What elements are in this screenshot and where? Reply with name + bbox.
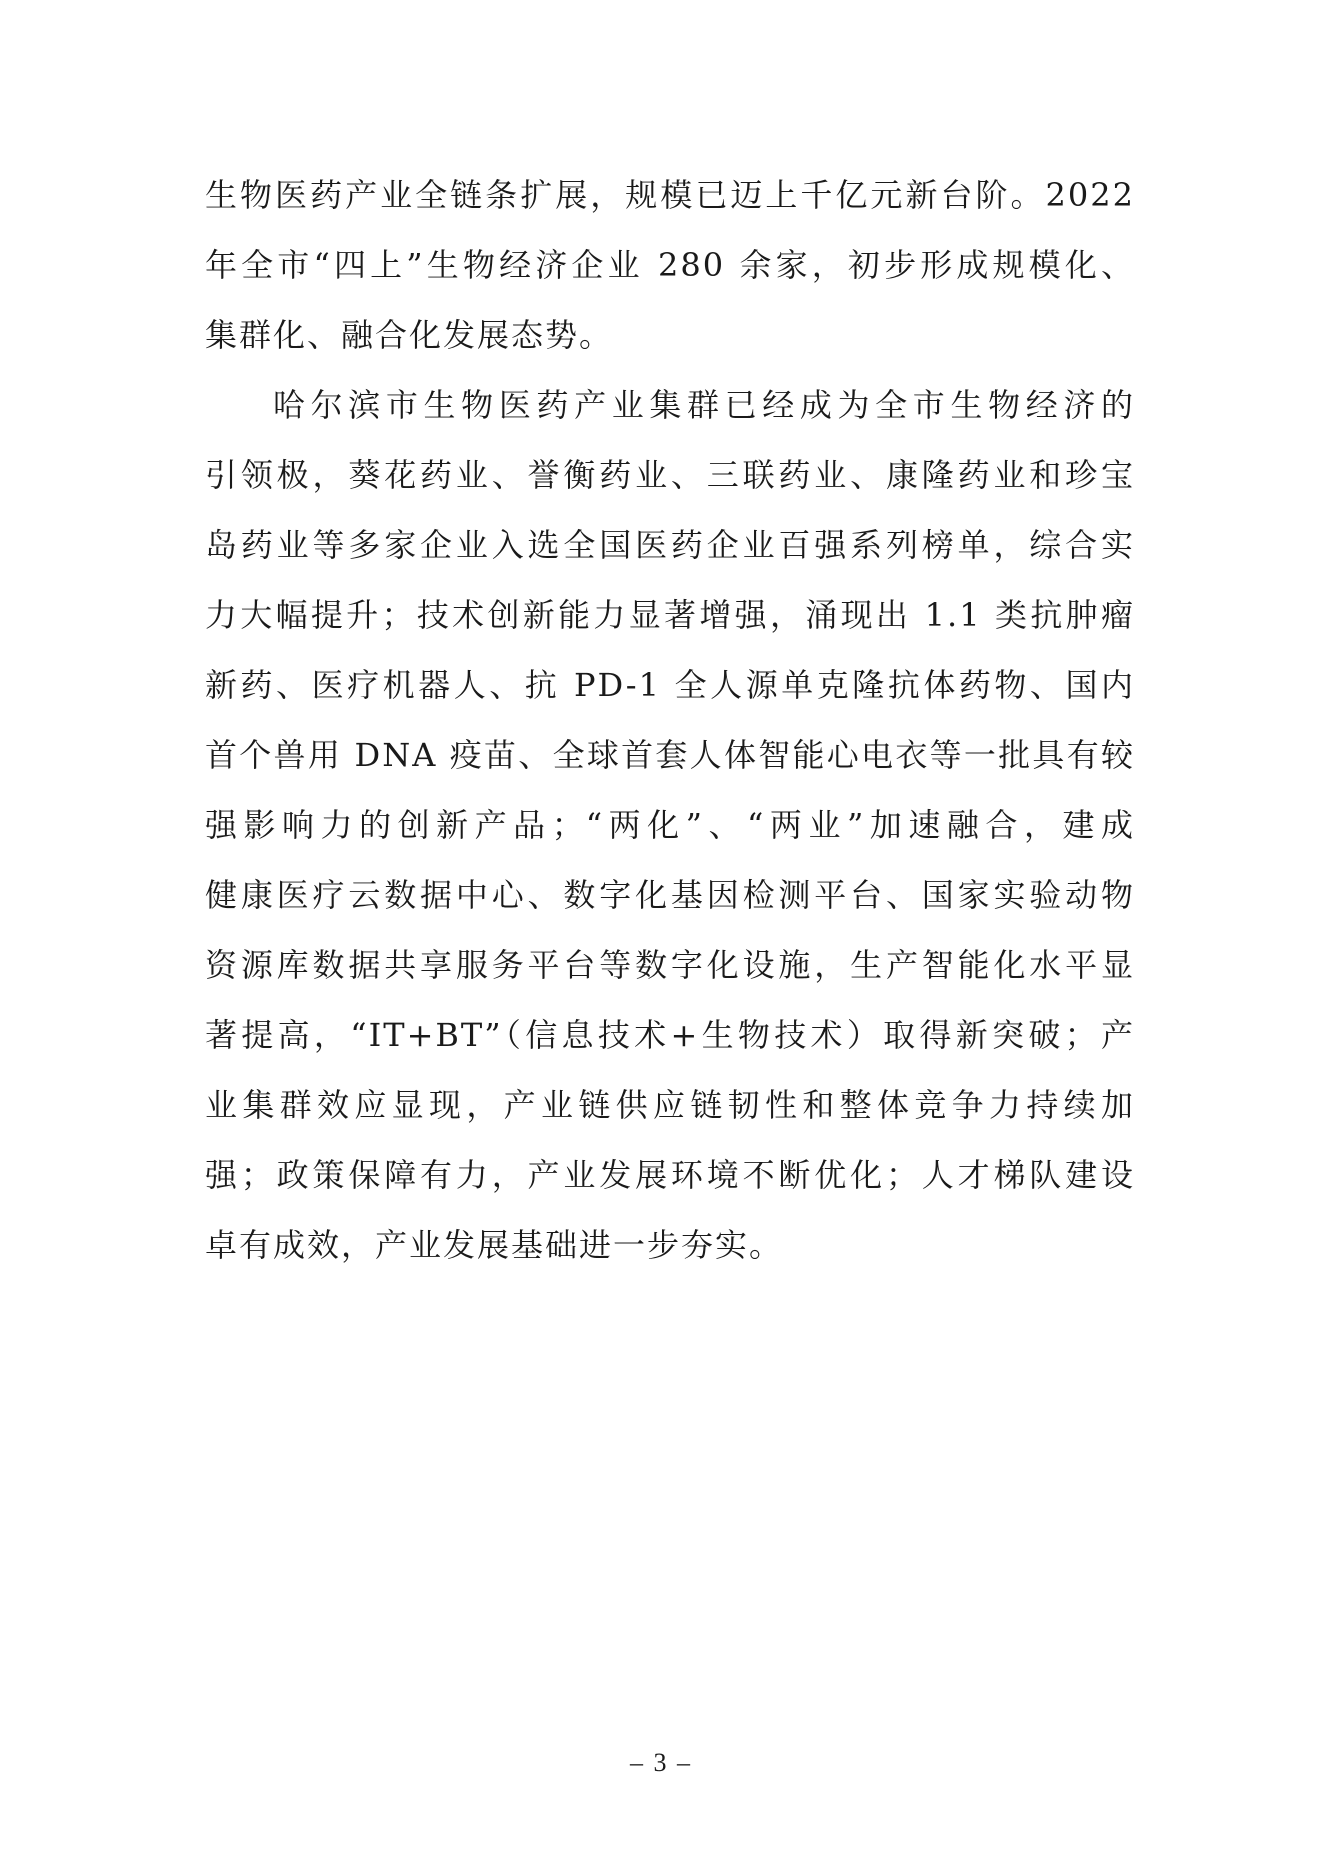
paragraph-2-line-11: 业集群效应显现，产业链供应链韧性和整体竞争力持续加 (205, 1086, 1135, 1124)
paragraph-2-line-13: 卓有成效，产业发展基础进一步夯实。 (205, 1226, 784, 1264)
paragraph-2-line-7: 强影响力的创新产品；“两化”、“两业”加速融合，建成 (205, 806, 1135, 844)
paragraph-2-line-10: 著提高，“IT+BT”（信息技术+生物技术）取得新突破；产 (205, 1016, 1135, 1054)
paragraph-1-line-3: 集群化、融合化发展态势。 (205, 316, 614, 354)
paragraph-2-line-1: 哈尔滨市生物医药产业集群已经成为全市生物经济的 (273, 386, 1135, 424)
paragraph-2-line-2: 引领极，葵花药业、誉衡药业、三联药业、康隆药业和珍宝 (205, 456, 1135, 494)
paragraph-2-line-6: 首个兽用 DNA 疫苗、全球首套人体智能心电衣等一批具有较 (205, 736, 1135, 774)
paragraph-2-line-9: 资源库数据共享服务平台等数字化设施，生产智能化水平显 (205, 946, 1135, 984)
paragraph-2-line-8: 健康医疗云数据中心、数字化基因检测平台、国家实验动物 (205, 876, 1135, 914)
body-text (205, 160, 1135, 1280)
paragraph-2-line-12: 强；政策保障有力，产业发展环境不断优化；人才梯队建设 (205, 1156, 1135, 1194)
paragraph-2-line-3: 岛药业等多家企业入选全国医药企业百强系列榜单，综合实 (205, 526, 1135, 564)
paragraph-1-line-2: 年全市“四上”生物经济企业 280 余家，初步形成规模化、 (205, 246, 1135, 284)
paragraph-2-line-4: 力大幅提升；技术创新能力显著增强，涌现出 1.1 类抗肿瘤 (205, 596, 1135, 634)
paragraph-2-line-5: 新药、医疗机器人、抗 PD-1 全人源单克隆抗体药物、国内 (205, 666, 1135, 704)
paragraph-1-line-1: 生物医药产业全链条扩展，规模已迈上千亿元新台阶。2022 (205, 176, 1135, 214)
page-number: – 3 – (630, 1748, 692, 1777)
